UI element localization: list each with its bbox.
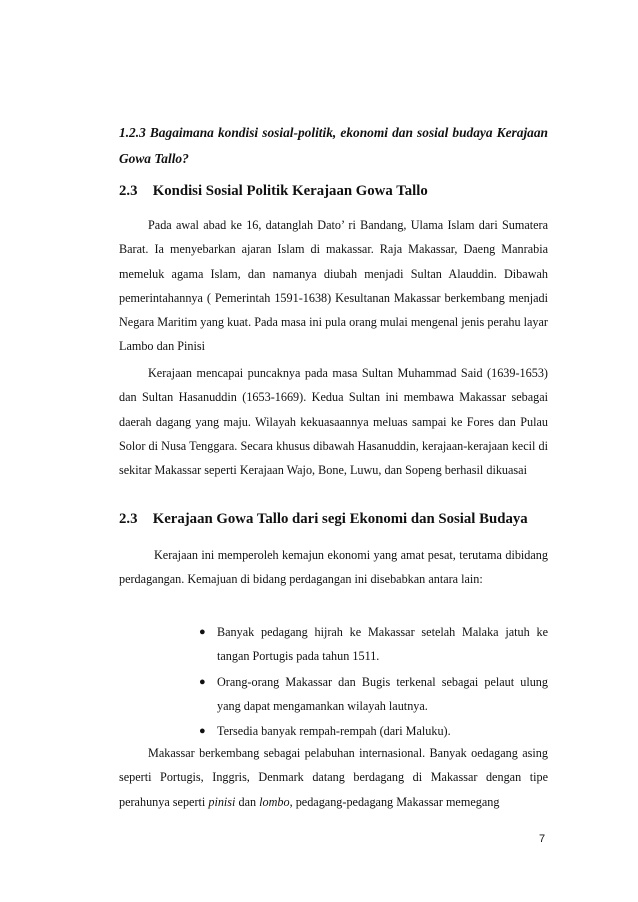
paragraph-international-port: Makassar berkembang sebagai pelabuhan internasional. Banyak oedagang asing seperti Portugis, Inggris, Denmark datang berdagang di Makassar dengan tipe perahunya seperti pinisi dan lombo, pedagang-pedagang Makassar memegang: [119, 746, 548, 809]
subquestion-heading: 1.2.3 Bagaimana kondisi sosial-politik, ekonomi dan sosial budaya Kerajaan Gowa Tallo?: [119, 125, 548, 166]
list-item: ● Banyak pedagang hijrah ke Makassar setelah Malaka jatuh ke tangan Portugis pada tahun 1511.: [199, 620, 548, 669]
section-title: Kerajaan Gowa Tallo dari segi Ekonomi dan Sosial Budaya: [152, 511, 528, 527]
section-number: 2.3: [119, 511, 138, 527]
section-number: 2.3: [119, 183, 138, 199]
section-title: Kondisi Sosial Politik Kerajaan Gowa Tallo: [152, 183, 428, 199]
paragraph-kingdom-peak: Kerajaan mencapai puncaknya pada masa Sultan Muhammad Said (1639-1653) dan Sultan Hasanuddin (1653-1669). Kedua Sultan ini membawa Makassar sebagai daerah dagang yang maju. Wilayah kekuasaannya meluas sampai ke Fores dan Pulau Solor di Nusa Tenggara. Secara khusus dibawah Hasanuddin, kerajaan-kerajaan kecil di sekitar Makassar seperti Kerajaan Wajo, Bone, Luwu, dan Sopeng berhasil dikuasai: [119, 366, 548, 478]
list-item: ● Orang-orang Makassar dan Bugis terkenal sebagai pelaut ulung yang dapat mengamankan wilayah lautnya.: [199, 670, 548, 719]
bullet-icon: ●: [199, 675, 206, 688]
section-heading-social-politics: [119, 181, 548, 201]
paragraph-islam-arrival: Pada awal abad ke 16, datanglah Dato’ ri Bandang, Ulama Islam dari Sumatera Barat. Ia menyebarkan ajaran Islam di makassar. Raja Makassar, Daeng Manrabia memeluk agama Islam, dan namanya diubah menjadi Sultan Alauddin. Dibawah pemerintahannya ( Pemerintah 1591-1638) Kesultanan Makassar berkembang menjadi Negara Maritim yang kuat. Pada masa ini pula orang mulai mengenal jenis perahu layar Lambo dan Pinisi: [119, 218, 548, 354]
ship-type-pinisi: pinisi: [208, 794, 236, 809]
bullet-list: [199, 620, 548, 744]
page-number: 7: [539, 833, 546, 845]
ship-type-lombo: lombo: [259, 794, 290, 809]
bullet-icon: ●: [199, 626, 206, 638]
paragraph-economy-intro: Kerajaan ini memperoleh kemajun ekonomi yang amat pesat, terutama dibidang perdagangan. Kemajuan di bidang perdagangan ini disebabkan antara lain:: [119, 548, 548, 587]
bullet-icon: ●: [199, 725, 206, 738]
list-item: ● Tersedia banyak rempah-rempah (dari Maluku).: [199, 719, 548, 743]
section-heading-economy-culture: [119, 509, 548, 529]
